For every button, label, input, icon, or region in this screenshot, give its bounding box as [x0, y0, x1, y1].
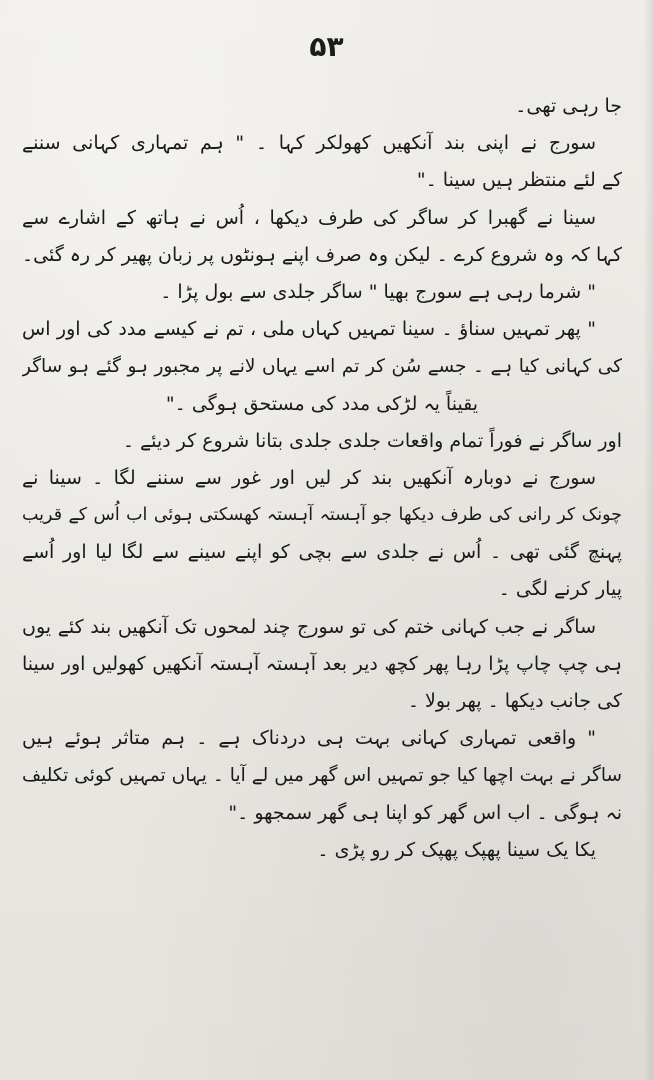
text-line: کے لئے منتظر ہیں سینا ۔" [416, 169, 622, 192]
text-line: " واقعی تمہاری کہانی بہت ہی دردناک ہے ۔ ہم متاثر ہوئے ہیں [22, 727, 596, 750]
text-line: کی جانب دیکھا ۔ پھر بولا ۔ [407, 690, 622, 712]
text-line: کہا کہ وہ شروع کرے ۔ لیکن وہ صرف اپنے ہونٹوں پر زبان پھیر کر رہ گئی۔ [22, 243, 622, 266]
text-line: سورج نے دوبارہ آنکھیں بند کر لیں اور غور سے سننے لگا ۔ سینا نے [22, 466, 596, 489]
page-body [22, 88, 622, 869]
page-number: ۵۳ [309, 30, 344, 63]
text-line: " پھر تمہیں سناؤ ۔ سینا تمہیں کہاں ملی ، تم نے کیسے مدد کی اور اس [22, 318, 596, 341]
text-line: چونک کر رانی کی طرف دیکھا جو آہستہ آہستہ کھسکتی ہوئی اب اُس کے قریب [22, 505, 622, 526]
text-line: اور ساگر نے فوراً تمام واقعات جلدی جلدی بتانا شروع کر دیئے ۔ [122, 429, 622, 452]
text-line: کی کہانی کیا ہے ۔ جسے سُن کر تم اسے یہاں لانے پر مجبور ہو گئے ہو ساگر [22, 356, 622, 378]
text-line: ساگر نے بہت اچھا کیا جو تمہیں اس گھر میں لے آیا ۔ یہاں تمہیں کوئی تکلیف [22, 765, 622, 787]
text-line: " شرما رہی ہے سورج بھیا " ساگر جلدی سے بول پڑا ۔ [160, 280, 596, 303]
text-line: نہ ہوگی ۔ اب اس گھر کو اپنا ہی گھر سمجھو ۔" [228, 801, 622, 824]
text-line: پیار کرنے لگی ۔ [498, 578, 622, 601]
text-line: پہنچ گئی تھی ۔ اُس نے جلدی سے بچی کو اپنے سینے سے لگا لیا اور اُسے [22, 541, 622, 564]
text-line: سورج نے اپنی بند آنکھیں کھولکر کہا ۔ " ہم تمہاری کہانی سننے [22, 132, 596, 155]
text-line: ساگر نے جب کہانی ختم کی تو سورج چند لمحوں تک آنکھیں بند کئے یوں [22, 615, 596, 638]
text-line: سینا نے گھبرا کر ساگر کی طرف دیکھا ، اُس نے ہاتھ کے اشارے سے [22, 206, 596, 229]
text-line: ہی چپ چاپ پڑا رہا پھر کچھ دیر بعد آہستہ آہستہ آنکھیں کھولیں اور سینا [22, 652, 622, 675]
page-edge-shadow [643, 0, 653, 1080]
text-line: جا رہی تھی۔ [515, 95, 622, 117]
text-line: یکا یک سینا پھپک پھپک کر رو پڑی ۔ [317, 838, 596, 861]
text-line: یقیناً یہ لڑکی مدد کی مستحق ہوگی ۔" [165, 392, 479, 415]
